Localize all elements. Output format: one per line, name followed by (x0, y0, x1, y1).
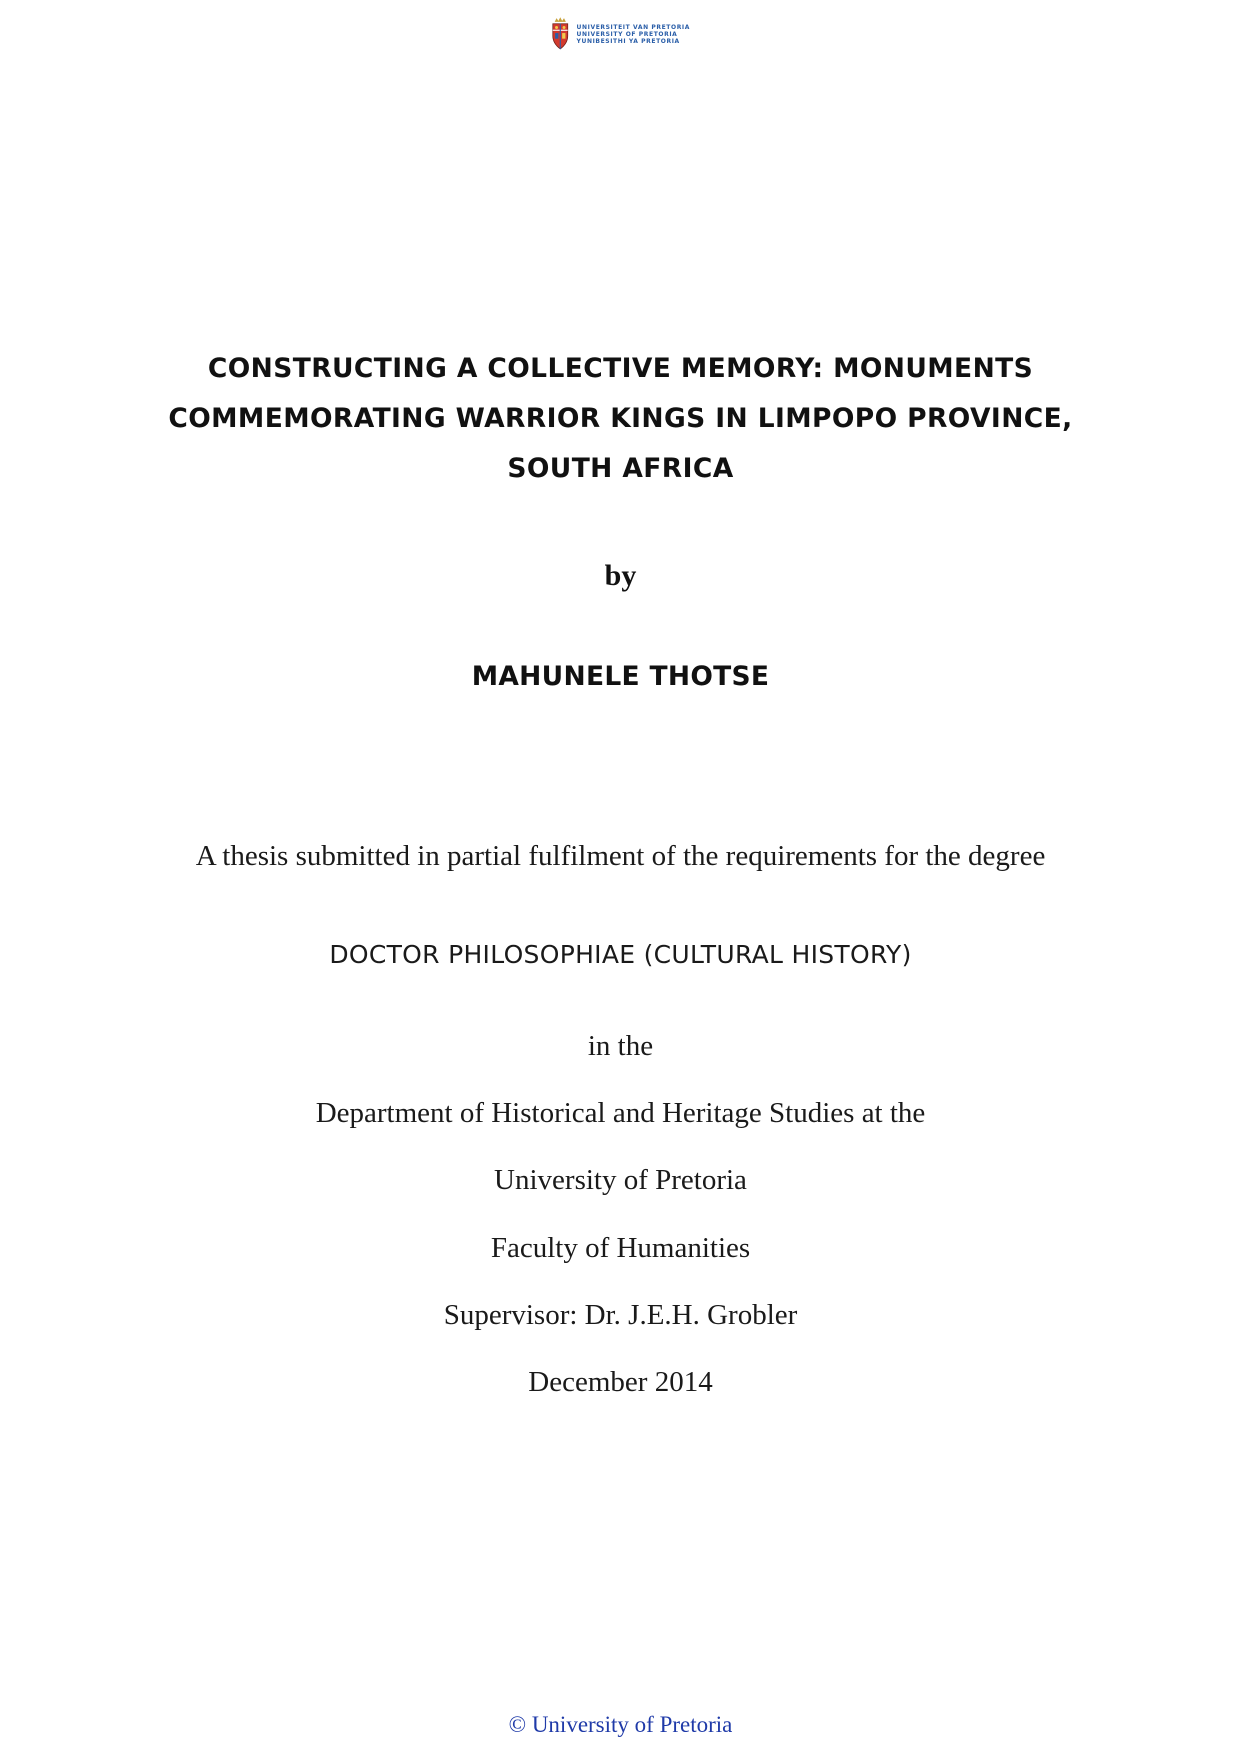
thesis-title (0, 344, 1241, 494)
in-the-label: in the (587, 1030, 654, 1062)
copyright-footer: © University of Pretoria (508, 1712, 733, 1737)
university-name: University of Pretoria (494, 1164, 747, 1196)
university-logo (550, 14, 690, 54)
university-crest-icon (550, 16, 571, 52)
supervisor-name: Supervisor: Dr. J.E.H. Grobler (443, 1299, 798, 1331)
author-name: MAHUNELE THOTSE (471, 661, 770, 692)
logo-wordmark (577, 24, 690, 45)
degree-name: DOCTOR PHILOSOPHIAE (CULTURAL HISTORY) (329, 940, 912, 969)
logo-line-sepedi: YUNIBESITHI YA PRETORIA (576, 37, 680, 45)
faculty-name: Faculty of Humanities (490, 1232, 751, 1264)
title-line-1: CONSTRUCTING A COLLECTIVE MEMORY: MONUMENTS (207, 353, 1034, 384)
logo-line-english: UNIVERSITY OF PRETORIA (576, 30, 678, 38)
title-line-3: SOUTH AFRICA (507, 453, 734, 484)
submission-statement: A thesis submitted in partial fulfilment of the requirements for the degree (195, 840, 1046, 872)
title-line-2: COMMEMORATING WARRIOR KINGS IN LIMPOPO PROVINCE, (168, 403, 1073, 434)
department-name: Department of Historical and Heritage Studies at the (315, 1097, 926, 1129)
submission-date: December 2014 (528, 1366, 713, 1398)
by-label: by (604, 559, 637, 592)
logo-line-afrikaans: UNIVERSITEIT VAN PRETORIA (576, 23, 690, 31)
